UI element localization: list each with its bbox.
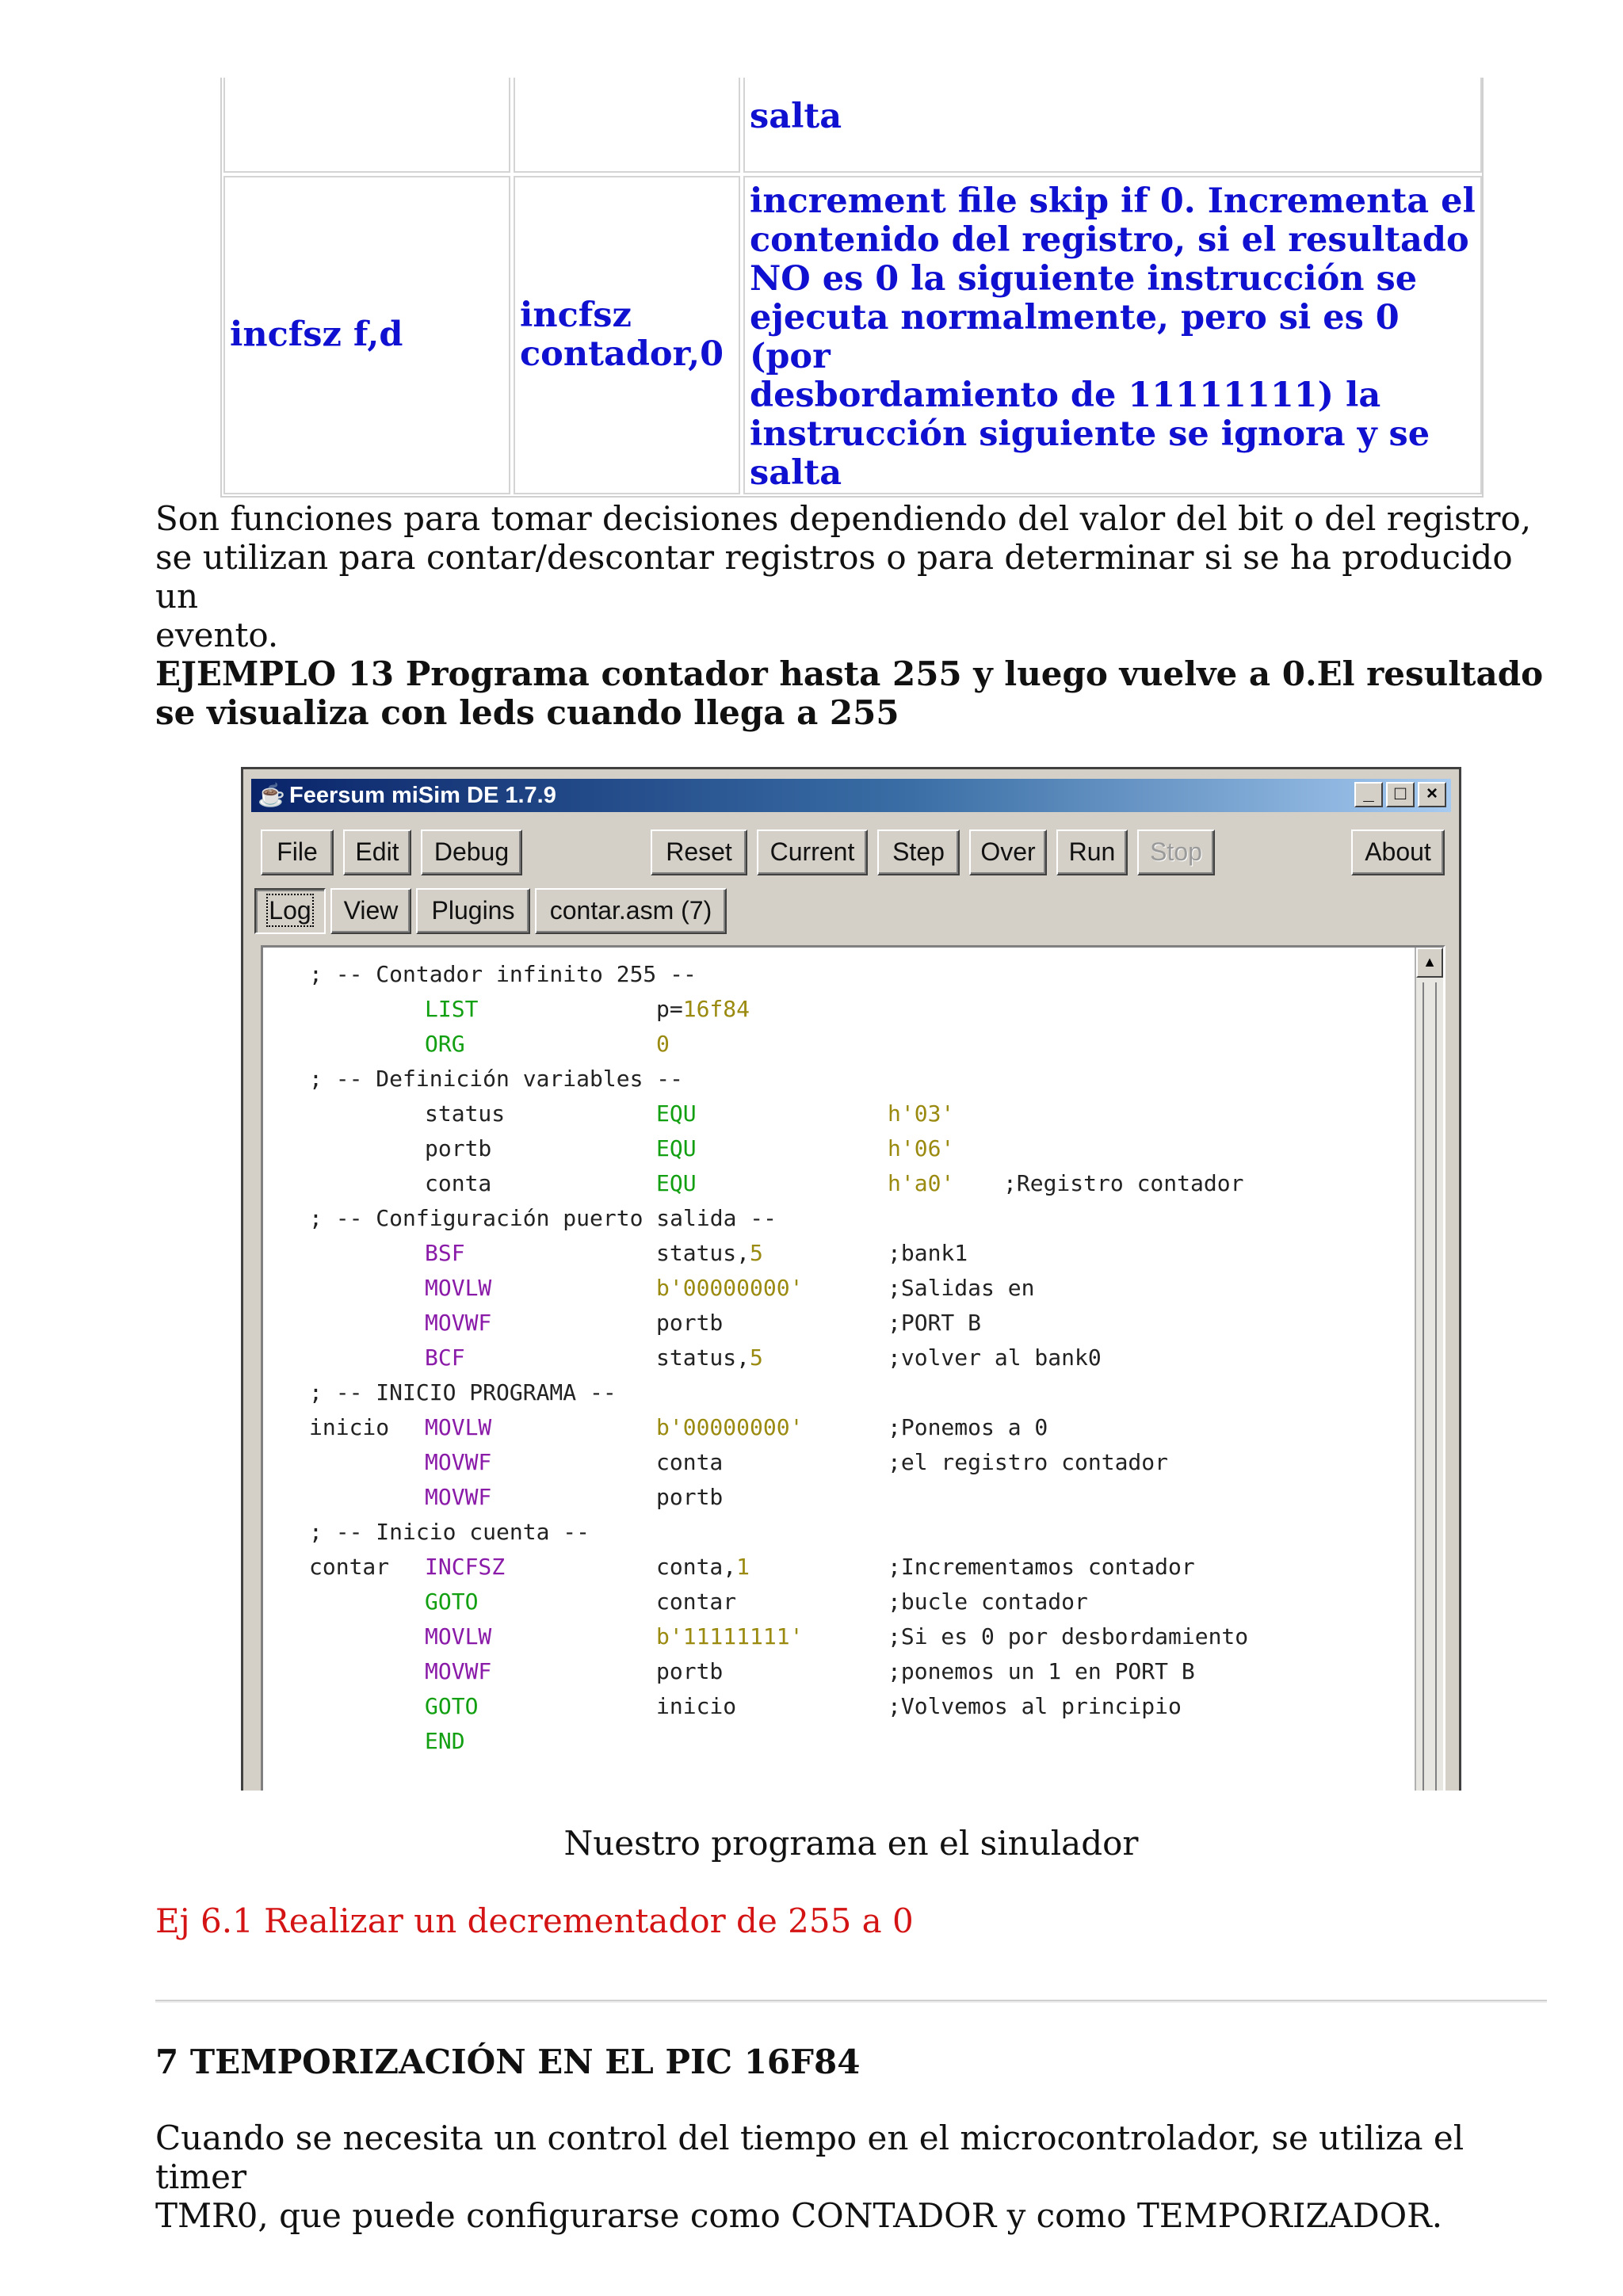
code-line[interactable]: conta EQU h'a0' ;Registro contador	[425, 1170, 1244, 1196]
scroll-up-icon[interactable]: ▲	[1416, 948, 1443, 978]
heading-line: EJEMPLO 13 Programa contador hasta 255 y luego vuelve a 0.El resultado	[155, 654, 1544, 693]
table-text-salta: salta	[750, 97, 842, 136]
simulator-window	[241, 767, 1461, 1791]
instruction-table	[220, 78, 1484, 498]
code-line[interactable]: MOVWF portb ;ponemos un 1 en PORT B	[425, 1658, 1195, 1684]
code-line[interactable]: GOTO contar ;bucle contador	[425, 1589, 1088, 1615]
paragraph-line: evento.	[155, 616, 279, 654]
log-tab[interactable]	[254, 888, 326, 934]
code-line[interactable]: GOTO inicio ;Volvemos al principio	[425, 1693, 1182, 1719]
code-line[interactable]: ORG 0	[425, 1031, 670, 1057]
edit-button[interactable]: Edit	[343, 830, 411, 875]
code-line[interactable]: status EQU h'03'	[425, 1100, 955, 1127]
code-line[interactable]: portb EQU h'06'	[425, 1135, 955, 1161]
current-button[interactable]: Current	[757, 830, 868, 875]
code-line[interactable]: contar INCFSZ conta,1 ;Incrementamos contador	[309, 1554, 1195, 1580]
over-button[interactable]: Over	[969, 830, 1047, 875]
intro-paragraph	[155, 499, 1558, 654]
close-button[interactable]: ×	[1418, 782, 1446, 807]
description-line: desbordamiento de 11111111) la	[750, 376, 1381, 415]
code-editor[interactable]	[261, 945, 1445, 1791]
window-title: Feersum miSim DE 1.7.9	[289, 783, 556, 808]
java-cup-icon: ☕	[258, 783, 285, 807]
debug-button[interactable]: Debug	[421, 830, 522, 875]
code-line[interactable]: ; -- Definición variables --	[309, 1066, 684, 1092]
code-line[interactable]: MOVWF conta ;el registro contador	[425, 1449, 1169, 1475]
plugins-tab[interactable]: Plugins	[416, 888, 530, 934]
code-line[interactable]: inicio MOVLW b'00000000' ;Ponemos a 0	[309, 1414, 1048, 1440]
maximize-button[interactable]: □	[1386, 782, 1415, 807]
example-heading	[155, 654, 1558, 732]
scrollbar-track[interactable]	[1423, 982, 1437, 1791]
figure-caption: Nuestro programa en el sinulador	[563, 1824, 1139, 1863]
about-button[interactable]: About	[1351, 830, 1445, 875]
table-cell-instruction	[223, 176, 510, 494]
view-tab[interactable]: View	[330, 888, 411, 934]
vertical-scrollbar[interactable]	[1415, 948, 1443, 1791]
code-line[interactable]: ; -- Inicio cuenta --	[309, 1519, 590, 1545]
reset-button[interactable]: Reset	[651, 830, 747, 875]
step-button[interactable]: Step	[877, 830, 960, 875]
table-cell-description	[743, 176, 1482, 494]
table-cell-empty	[514, 78, 740, 173]
paragraph-line: se utilizan para contar/descontar registros o para determinar si se ha producido un	[155, 538, 1513, 616]
minimize-button[interactable]: _	[1354, 782, 1383, 807]
code-line[interactable]: MOVLW b'11111111' ;Si es 0 por desbordamiento	[425, 1623, 1249, 1650]
instruction-name: incfsz f,d	[230, 315, 403, 355]
log-tab-label: Log	[269, 896, 311, 925]
timer-paragraph	[155, 2119, 1558, 2235]
code-line[interactable]: END	[425, 1728, 465, 1754]
stop-button[interactable]: Stop	[1137, 830, 1215, 875]
code-line[interactable]: MOVLW b'00000000' ;Salidas en	[425, 1275, 1035, 1301]
table-cell-description	[743, 78, 1482, 173]
table-cell-example	[514, 176, 740, 494]
heading-line: se visualiza con leds cuando llega a 255	[155, 693, 899, 732]
paragraph-line: TMR0, que puede configurarse como CONTADOR y como TEMPORIZADOR.	[155, 2196, 1443, 2235]
paragraph-line: Son funciones para tomar decisiones dependiendo del valor del bit o del registro,	[155, 499, 1532, 538]
description-line: contenido del registro, si el resultado	[750, 220, 1469, 260]
table-cell-empty	[223, 78, 510, 173]
code-line[interactable]: BSF status,5 ;bank1	[425, 1240, 968, 1266]
description-line: salta	[750, 453, 842, 493]
code-line[interactable]: ; -- INICIO PROGRAMA --	[309, 1379, 617, 1405]
description-line: ejecuta normalmente, pero si es 0 (por	[750, 298, 1400, 376]
run-button[interactable]: Run	[1056, 830, 1128, 875]
description-line: instrucción siguiente se ignora y se	[750, 414, 1430, 454]
window-titlebar[interactable]	[251, 779, 1451, 812]
example-line: incfsz	[520, 296, 632, 335]
code-line[interactable]: MOVWF portb ;PORT B	[425, 1310, 982, 1336]
code-line[interactable]: ; -- Configuración puerto salida --	[309, 1205, 777, 1231]
file-button[interactable]: File	[261, 830, 334, 875]
section-divider	[155, 2000, 1547, 2003]
code-line[interactable]: ; -- Contador infinito 255 --	[309, 961, 697, 987]
code-listing[interactable]	[309, 957, 1248, 1759]
description-line: increment file skip if 0. Incrementa el	[750, 181, 1476, 221]
code-line[interactable]: BCF status,5 ;volver al bank0	[425, 1344, 1102, 1371]
example-line: contador,0	[520, 334, 724, 374]
section-heading: 7 TEMPORIZACIÓN EN EL PIC 16F84	[155, 2042, 861, 2081]
paragraph-line: Cuando se necesita un control del tiempo en el microcontrolador, se utiliza el timer	[155, 2119, 1465, 2196]
description-line: NO es 0 la siguiente instrucción se	[750, 259, 1418, 299]
file-tab[interactable]: contar.asm (7)	[535, 888, 727, 934]
exercise-text: Ej 6.1 Realizar un decrementador de 255 a 0	[155, 1901, 914, 1940]
code-line[interactable]: LIST p=16f84	[425, 996, 750, 1022]
code-line[interactable]: MOVWF portb	[425, 1484, 724, 1510]
